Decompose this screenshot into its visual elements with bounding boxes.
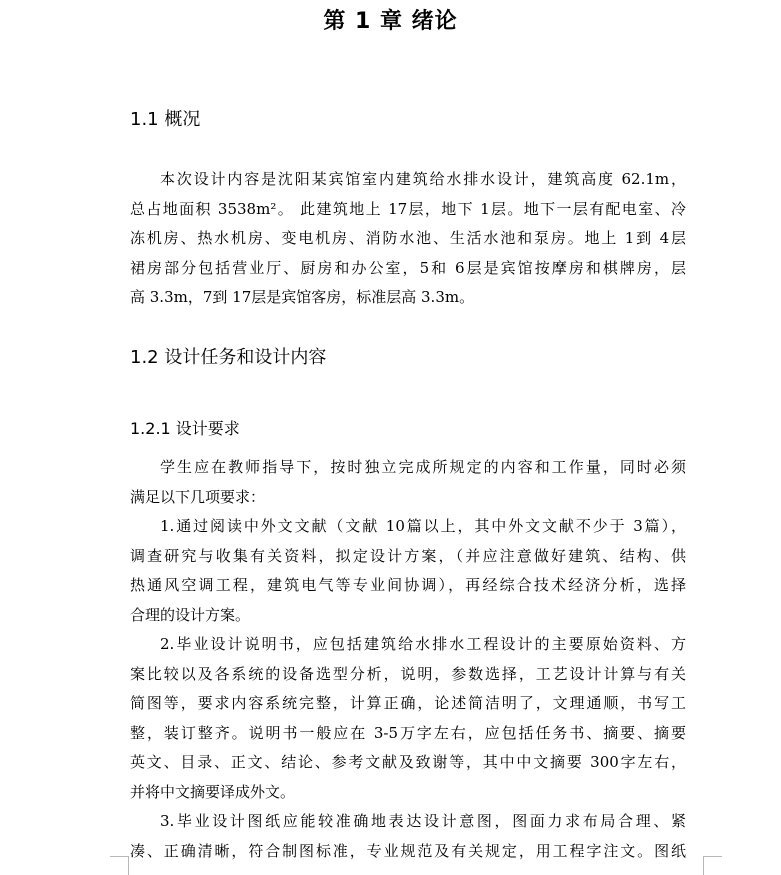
- paragraph-line: 裙房部分包括营业厅、厨房和办公室，5和 6层是宾馆按摩房和棋牌房，层: [130, 258, 686, 277]
- paragraph-line: 热通风空调工程，建筑电气等专业间协调），再经综合技术经济分析，选择: [130, 576, 686, 595]
- chapter-title: 第 1 章 绪论: [323, 9, 458, 34]
- paragraph-line: 合理的设计方案。: [130, 605, 251, 624]
- section-heading-1-1: 1.1 概况: [130, 109, 201, 130]
- page-margin-mark-left: [110, 856, 129, 875]
- paragraph-overview: [130, 165, 686, 313]
- section-heading-1-2-1: 1.2.1 设计要求: [130, 419, 240, 438]
- paragraph-line: 本次设计内容是沈阳某宾馆室内建筑给水排水设计，建筑高度 62.1m，: [160, 170, 686, 188]
- paragraph-line: 学生应在教师指导下，按时独立完成所规定的内容和工作量，同时必须: [160, 458, 686, 476]
- paragraph-line: 凑、正确清晰，符合制图标准，专业规范及有关规定，用工程字注文。图纸: [130, 841, 686, 860]
- paragraph-line: 简图等，要求内容系统完整，计算正确，论述简洁明了，文理通顺，书写工: [130, 694, 686, 713]
- paragraph-requirement-item-2: [130, 630, 686, 808]
- paragraph-line: 案比较以及各系统的设备选型分析，说明，参数选择，工艺设计计算与有关: [130, 664, 686, 683]
- paragraph-line: 冻机房、热水机房、变电机房、消防水池、生活水池和泵房。地上 1到 4层: [130, 229, 686, 248]
- paragraph-requirements-intro: [130, 453, 686, 512]
- page-margin-mark-right: [703, 856, 722, 875]
- paragraph-requirement-item-3: [130, 807, 686, 866]
- section-heading-1-2: 1.2 设计任务和设计内容: [130, 347, 327, 368]
- paragraph-line: 3.毕业设计图纸应能较准确地表达设计意图，图面力求布局合理、紧: [160, 812, 686, 830]
- paragraph-line: 满足以下几项要求：: [130, 487, 266, 506]
- paragraph-line: 并将中文摘要译成外文。: [130, 782, 296, 801]
- paragraph-requirement-item-1: [130, 512, 686, 630]
- paragraph-line: 2.毕业设计说明书，应包括建筑给水排水工程设计的主要原始资料、方: [160, 635, 686, 653]
- paragraph-line: 高 3.3m，7到 17层是宾馆客房，标准层高 3.3m。: [130, 288, 475, 307]
- paragraph-line: 整，装订整齐。说明书一般应在 3-5万字左右，应包括任务书、摘要、摘要: [130, 723, 686, 742]
- paragraph-line: 调查研究与收集有关资料，拟定设计方案，（并应注意做好建筑、结构、供: [130, 546, 686, 565]
- paragraph-line: 总占地面积 3538m²。 此建筑地上 17层，地下 1层。地下一层有配电室、冷: [130, 199, 686, 218]
- paragraph-line: 英文、目录、正文、结论、参考文献及致谢等，其中中文摘要 300字左右，: [130, 753, 686, 772]
- paragraph-line: 1.通过阅读中外文文献（文献 10篇以上，其中外文文献不少于 3篇），: [160, 517, 686, 535]
